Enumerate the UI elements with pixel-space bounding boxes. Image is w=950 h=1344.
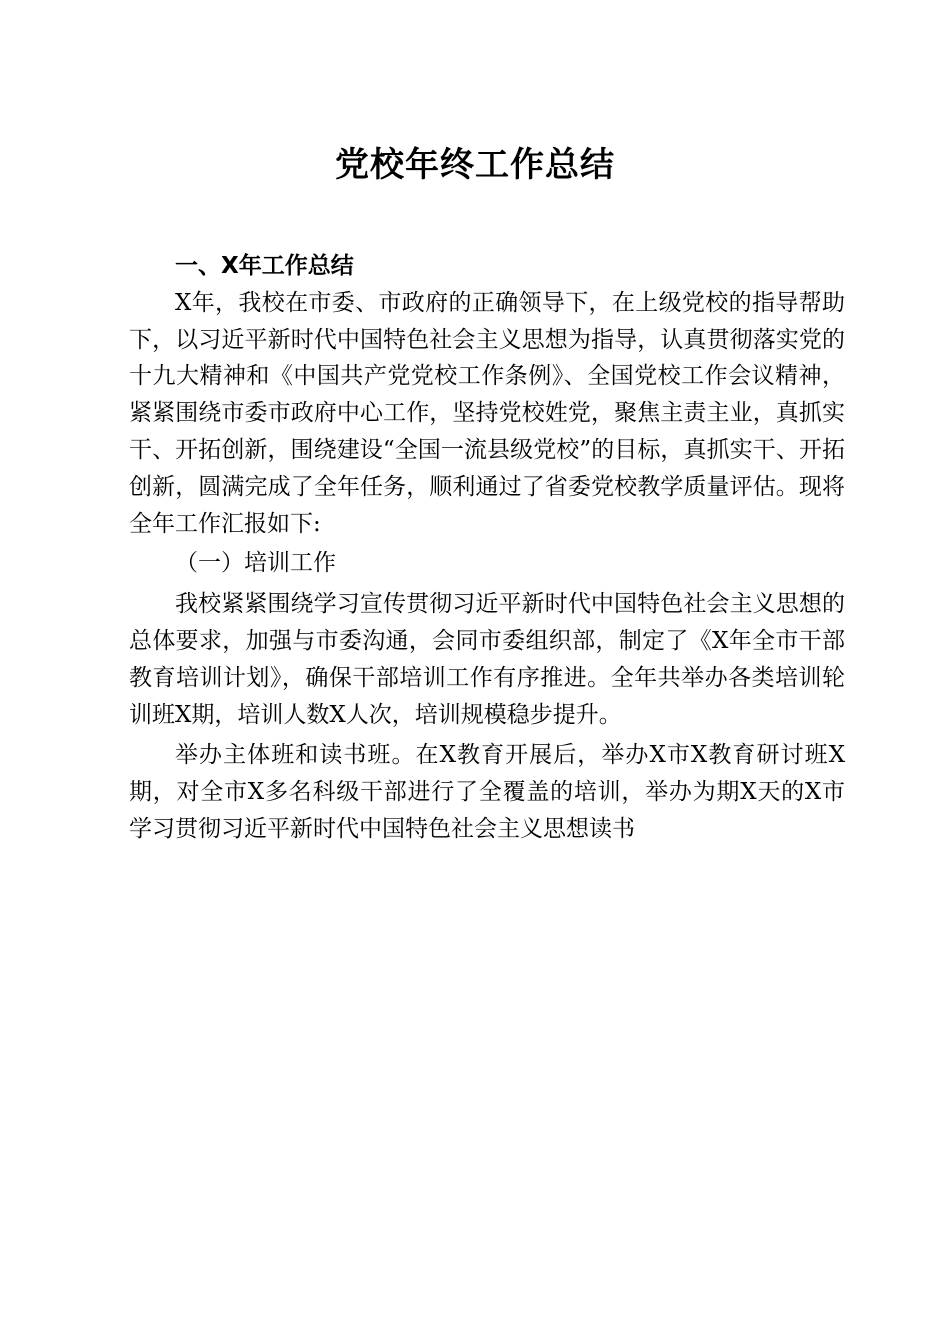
document-body	[129, 248, 845, 848]
document-title: 党校年终工作总结	[335, 145, 615, 185]
paragraph-classes: 举办主体班和读书班。在X教育开展后，举办X市X教育研讨班X期，对全市X多名科级干部进行了全覆盖的培训，举办为期X天的X市学习贯彻习近平新时代中国特色社会主义思想读书	[129, 742, 845, 842]
subheading-training: （一）培训工作	[175, 550, 336, 577]
paragraph-training: 我校紧紧围绕学习宣传贯彻习近平新时代中国特色社会主义思想的总体要求，加强与市委沟通，会同市委组织部，制定了《X年全市干部教育培训计划》，确保干部培训工作有序推进。全年共举办各类培训轮训班X期，培训人数X人次，培训规模稳步提升。	[129, 591, 845, 728]
section-heading: 一、X年工作总结	[175, 253, 354, 279]
paragraph-intro: X年，我校在市委、市政府的正确领导下，在上级党校的指导帮助下，以习近平新时代中国特色社会主义思想为指导，认真贯彻落实党的十九大精神和《中国共产党党校工作条例》、全国党校工作会议精神，紧紧围绕市委市政府中心工作，坚持党校姓党，聚焦主责主业，真抓实干、开拓创新，围绕建设“全国一流县级党校”的目标，真抓实干、开拓创新，圆满完成了全年任务，顺利通过了省委党校教学质量评估。现将全年工作汇报如下:	[129, 289, 845, 537]
